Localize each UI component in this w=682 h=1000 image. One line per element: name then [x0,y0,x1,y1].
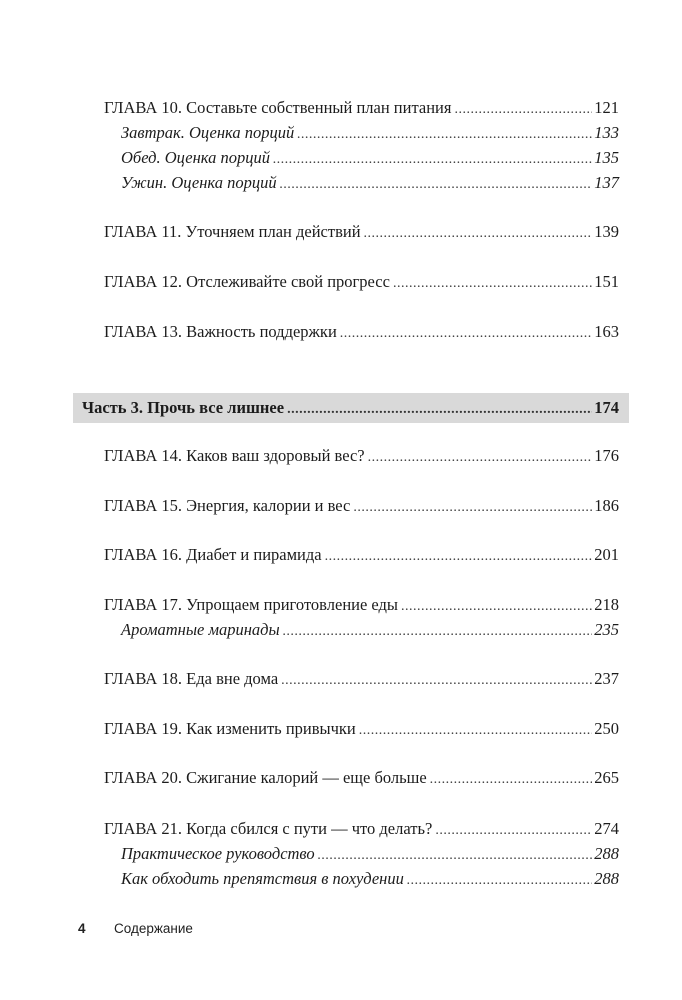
toc-leader-dots [353,496,592,520]
toc-title: ГЛАВА 18. Еда вне дома [104,669,279,688]
toc-page-number: 288 [594,844,619,863]
toc-page-number: 201 [594,545,619,564]
toc-title: Ароматные маринады [121,620,280,639]
toc-title: ГЛАВА 19. Как изменить привычки [104,719,356,738]
toc-entry-chapter-14[interactable] [104,444,619,468]
toc-page-number: 237 [594,669,619,688]
toc-entry-marinades[interactable] [121,618,619,642]
page-footer [78,921,193,936]
toc-title: ГЛАВА 21. Когда сбился с пути — что делать? [104,819,433,838]
toc-page-number: 174 [594,398,619,417]
toc-entry-dinner[interactable] [121,171,619,195]
toc-leader-dots [393,272,592,296]
toc-page-number: 151 [594,272,619,291]
toc-entry-chapter-21[interactable] [104,817,619,841]
toc-leader-dots [283,620,593,644]
toc-entry-chapter-17[interactable] [104,593,619,617]
toc-leader-dots [325,545,593,569]
toc-page-number: 139 [594,222,619,241]
toc-page-number: 235 [594,620,619,639]
toc-entry-lunch[interactable] [121,146,619,170]
part-3-band [73,393,629,423]
toc-page-number: 250 [594,719,619,738]
toc-leader-dots [318,844,593,868]
toc-entry-chapter-11[interactable] [104,220,619,244]
toc-page-number: 274 [594,819,619,838]
toc-entry-practical-guide[interactable] [121,842,619,866]
footer-section-title: Содержание [114,921,193,936]
toc-entry-chapter-12[interactable] [104,270,619,294]
toc-title: ГЛАВА 20. Сжигание калорий — еще больше [104,768,427,787]
toc-entry-chapter-10[interactable] [104,96,619,120]
toc-page-number: 135 [594,148,619,167]
toc-leader-dots [273,148,592,172]
toc-title: ГЛАВА 14. Каков ваш здоровый вес? [104,446,365,465]
toc-title: ГЛАВА 11. Уточняем план действий [104,222,361,241]
toc-entry-chapter-18[interactable] [104,667,619,691]
toc-entry-chapter-15[interactable] [104,494,619,518]
toc-leader-dots [340,322,592,346]
toc-entry-chapter-20[interactable] [104,766,619,790]
toc-page-number: 288 [594,869,619,888]
toc-title: ГЛАВА 17. Упрощаем приготовление еды [104,595,399,614]
toc-title: ГЛАВА 10. Составьте собственный план питания [104,98,452,117]
toc-title: Обед. Оценка порций [121,148,270,167]
toc-entry-chapter-19[interactable] [104,717,619,741]
toc-leader-dots [430,768,593,792]
toc-page-number: 265 [594,768,619,787]
toc-entry-chapter-16[interactable] [104,543,619,567]
toc-entry-part-3[interactable] [82,396,619,420]
toc-leader-dots [287,398,592,422]
toc-leader-dots [435,819,592,843]
toc-entry-chapter-13[interactable] [104,320,619,344]
toc-entry-obstacles[interactable] [121,867,619,891]
toc-leader-dots [364,222,593,246]
toc-title: ГЛАВА 15. Энергия, калории и вес [104,496,351,515]
toc-leader-dots [401,595,592,619]
toc-leader-dots [359,719,593,743]
toc-title: Ужин. Оценка порций [121,173,277,192]
toc-leader-dots [280,173,593,197]
toc-page-number: 133 [594,123,619,142]
toc-title: ГЛАВА 12. Отслеживайте свой прогресс [104,272,390,291]
toc-page-number: 137 [594,173,619,192]
toc-leader-dots [407,869,592,893]
toc-leader-dots [454,98,592,122]
toc-page-number: 163 [594,322,619,341]
toc-page-number: 186 [594,496,619,515]
toc-title: Практическое руководство [121,844,315,863]
toc-title: Завтрак. Оценка порций [121,123,295,142]
toc-page-number: 218 [594,595,619,614]
toc-title: Как обходить препятствия в похудении [121,869,404,888]
toc-title: ГЛАВА 13. Важность поддержки [104,322,337,341]
toc-title: ГЛАВА 16. Диабет и пирамида [104,545,322,564]
toc-page-number: 121 [594,98,619,117]
toc-entry-breakfast[interactable] [121,121,619,145]
footer-page-number: 4 [78,921,86,936]
toc-leader-dots [281,669,592,693]
toc-page-number: 176 [594,446,619,465]
toc-leader-dots [368,446,593,470]
toc-title: Часть 3. Прочь все лишнее [82,398,285,417]
toc-leader-dots [297,123,592,147]
